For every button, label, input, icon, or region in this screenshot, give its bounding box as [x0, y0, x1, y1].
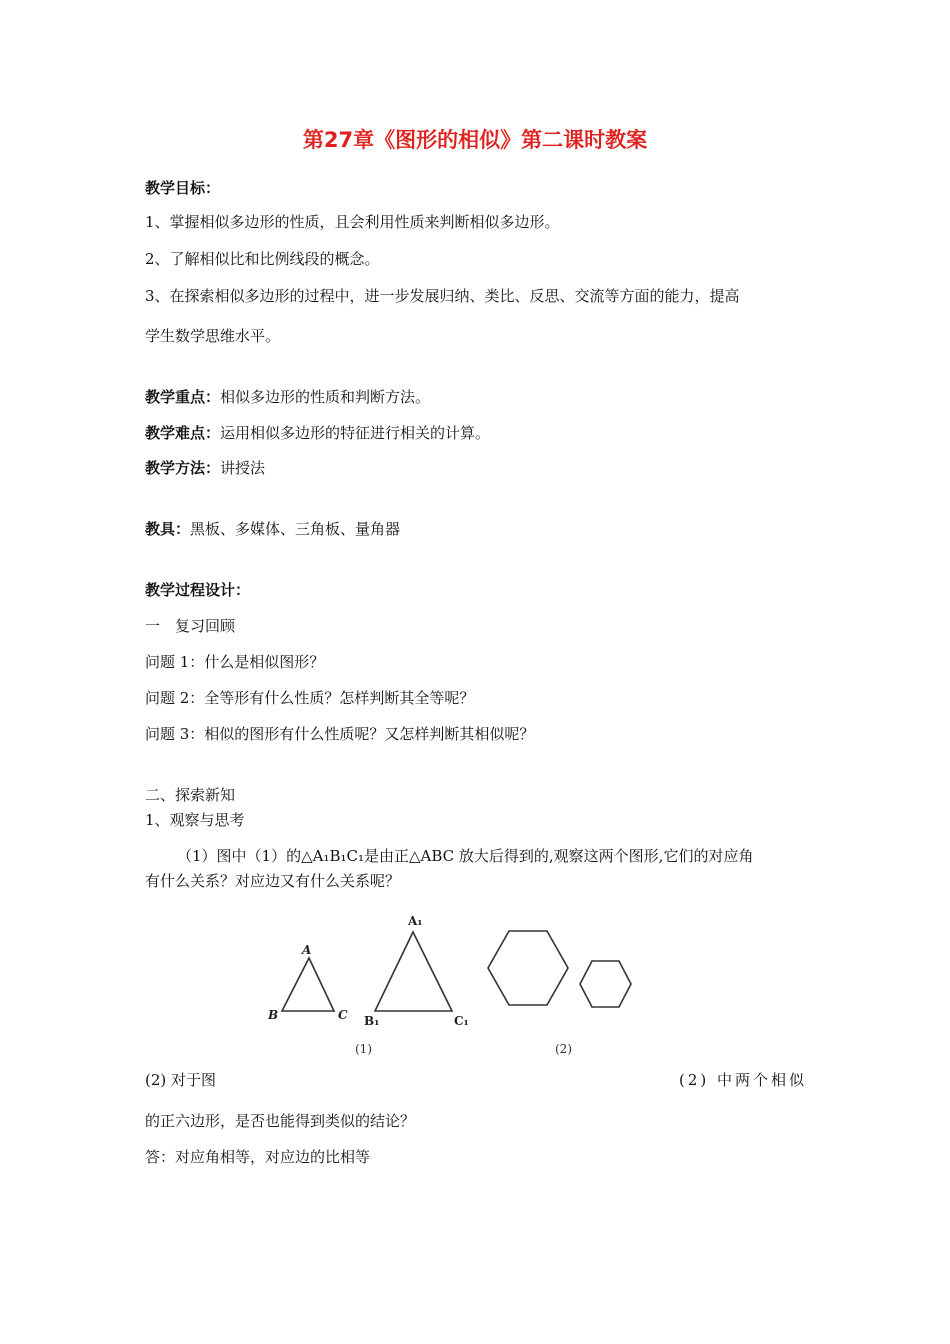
observe-q2-line2: 的正六边形，是否也能得到类似的结论？	[145, 1112, 416, 1130]
triangle-a1b1c1	[375, 932, 452, 1011]
document-title: 第27章《图形的相似》第二课时教案	[302, 128, 648, 152]
caption-2: (2)	[555, 1042, 572, 1056]
objectives-heading: 教学目标：	[145, 179, 221, 197]
key-point	[145, 387, 430, 407]
key-point-label: 教学重点：	[145, 388, 221, 406]
sub-observe: 1、观察与思考	[145, 811, 245, 829]
label-c1: C₁	[454, 1014, 469, 1028]
tools-label: 教具：	[145, 520, 191, 538]
caption-1: (1)	[355, 1042, 372, 1056]
method-label: 教学方法：	[145, 459, 221, 477]
key-point-text: 相似多边形的性质和判断方法。	[220, 388, 431, 406]
method	[145, 458, 265, 478]
method-text: 讲授法	[220, 459, 266, 477]
answer: 答：对应角相等，对应边的比相等	[145, 1148, 371, 1166]
label-a1: A₁	[408, 914, 423, 928]
observe-q1-line2: 有什么关系？对应边又有什么关系呢？	[145, 872, 401, 890]
triangle-abc	[282, 958, 334, 1011]
observe-q2-right: (2) 中两个相似	[678, 1071, 807, 1089]
section-review: 一 复习回顾	[145, 617, 236, 635]
objective-2: 2、了解相似比和比例线段的概念。	[145, 250, 380, 268]
objective-3: 3、在探索相似多边形的过程中，进一步发展归纳、类比、反思、交流等方面的能力，提高	[145, 287, 740, 305]
objective-3-cont: 学生数学思维水平。	[145, 327, 281, 345]
process-heading: 教学过程设计：	[145, 581, 251, 599]
objective-1: 1、掌握相似多边形的性质，且会利用性质来判断相似多边形。	[145, 213, 560, 231]
label-a: A	[302, 943, 312, 957]
question-3: 问题 3：相似的图形有什么性质呢？又怎样判断其相似呢？	[145, 725, 535, 743]
question-1: 问题 1：什么是相似图形？	[145, 653, 325, 671]
large-hexagon	[488, 931, 568, 1005]
tools-text: 黑板、多媒体、三角板、量角器	[190, 520, 401, 538]
difficulty-text: 运用相似多边形的特征进行相关的计算。	[220, 424, 491, 442]
observe-q1-line1: （1）图中（1）的△A₁B₁C₁是由正△ABC 放大后得到的,观察这两个图形,它们的对应角	[177, 847, 754, 865]
section-explore: 二、探索新知	[145, 786, 236, 804]
tools	[145, 519, 400, 539]
small-hexagon	[580, 961, 631, 1007]
label-c: C	[338, 1008, 348, 1022]
observe-q2-left: (2) 对于图	[145, 1071, 217, 1089]
difficulty	[145, 423, 490, 443]
difficulty-label: 教学难点：	[145, 424, 221, 442]
label-b: B	[268, 1008, 279, 1022]
label-b1: B₁	[364, 1014, 380, 1028]
similar-figures-diagram	[262, 903, 642, 1066]
question-2: 问题 2：全等形有什么性质？怎样判断其全等呢？	[145, 689, 475, 707]
